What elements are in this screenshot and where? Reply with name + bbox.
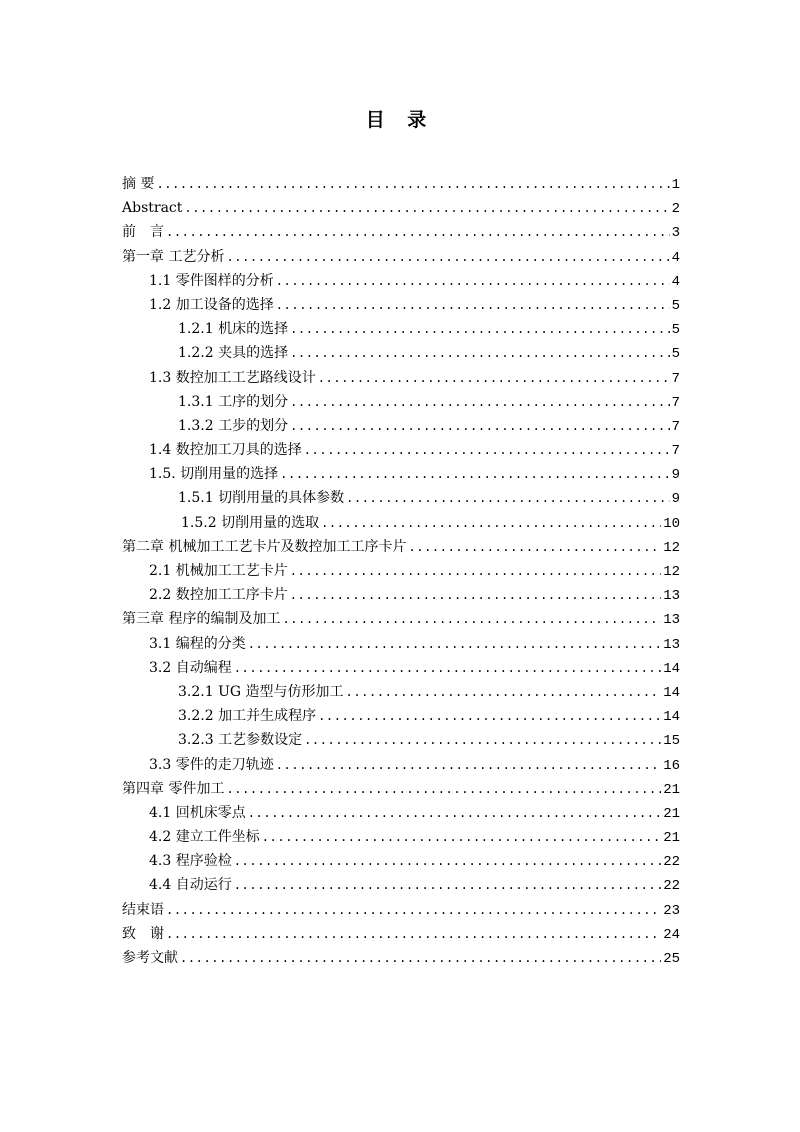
toc-entry[interactable] <box>122 220 680 244</box>
dot-leader <box>248 632 661 656</box>
toc-entry-label: 第一章 工艺分析 <box>122 248 225 265</box>
dot-leader <box>304 728 661 752</box>
dot-leader <box>346 486 670 510</box>
toc-entry-page: 7 <box>671 370 680 387</box>
toc-entry-label: 2.2 数控加工工序卡片 <box>149 587 288 604</box>
toc-entry-page: 1 <box>671 177 680 193</box>
toc-entry[interactable] <box>122 486 680 510</box>
toc-entry-label: Abstract <box>122 200 183 217</box>
toc-entry-label: 3.2.3 工艺参数设定 <box>178 732 303 749</box>
toc-entry-page: 14 <box>663 684 680 701</box>
toc-entry[interactable] <box>122 293 680 317</box>
toc-entry-page: 23 <box>663 902 680 919</box>
toc-entry-page: 3 <box>671 225 680 242</box>
toc-entry-page: 12 <box>663 564 680 580</box>
toc-entry-label: 1.1 零件图样的分析 <box>149 272 274 289</box>
toc-entry-page: 14 <box>663 660 680 677</box>
dot-leader <box>276 293 670 317</box>
toc-entry-label: 1.3 数控加工工艺路线设计 <box>149 369 316 386</box>
toc-entry-label: 3.2.2 加工并生成程序 <box>178 708 317 725</box>
dot-leader <box>166 922 661 946</box>
dot-leader <box>318 704 661 728</box>
toc-entry[interactable] <box>122 583 680 607</box>
toc-entry-label: 3.2 自动编程 <box>149 659 232 676</box>
dot-leader <box>290 390 670 414</box>
toc-entry-page: 25 <box>663 951 680 967</box>
toc-entry-page: 10 <box>663 515 680 532</box>
toc-entry-page: 24 <box>663 926 680 943</box>
dot-leader <box>234 849 661 873</box>
toc-entry-label: 3.2.1 UG 造型与仿形加工 <box>178 683 344 700</box>
dot-leader <box>156 172 669 196</box>
toc-entry-page: 9 <box>671 467 680 484</box>
toc-entry[interactable] <box>122 753 680 777</box>
toc-entry[interactable] <box>122 438 680 462</box>
table-of-contents <box>122 172 680 970</box>
toc-entry-page: 21 <box>663 805 680 822</box>
toc-entry-page: 4 <box>671 273 680 290</box>
toc-entry-page: 4 <box>671 249 680 266</box>
toc-entry-label: 1.5. 切削用量的选择 <box>149 466 279 483</box>
toc-entry-label: 1.3.1 工序的划分 <box>178 393 289 410</box>
toc-entry-page: 22 <box>663 854 680 871</box>
toc-entry-page: 7 <box>671 443 680 460</box>
dot-leader <box>318 366 670 390</box>
toc-entry[interactable] <box>122 414 680 438</box>
toc-entry[interactable] <box>122 801 680 825</box>
toc-entry-page: 12 <box>663 539 680 556</box>
toc-entry[interactable] <box>122 245 680 269</box>
dot-leader <box>180 946 661 970</box>
toc-entry-label: 1.5.2 切削用量的选取 <box>181 514 320 531</box>
toc-entry-page: 21 <box>663 781 680 798</box>
toc-entry[interactable] <box>122 632 680 656</box>
toc-entry-page: 9 <box>671 491 680 508</box>
toc-entry-label: 4.1 回机床零点 <box>149 804 246 821</box>
dot-leader <box>280 462 669 486</box>
dot-leader <box>408 535 661 559</box>
toc-entry-page: 5 <box>671 297 680 314</box>
dot-leader <box>248 801 661 825</box>
toc-entry[interactable] <box>122 462 680 486</box>
toc-entry-label: 参考文献 <box>122 950 178 966</box>
dot-leader <box>282 607 661 631</box>
toc-entry-page: 13 <box>663 612 680 629</box>
toc-entry-label: 1.4 数控加工刀具的选择 <box>149 442 302 459</box>
toc-entry[interactable] <box>122 317 680 341</box>
dot-leader <box>290 317 670 341</box>
toc-entry[interactable] <box>122 196 680 220</box>
toc-entry-page: 22 <box>663 878 680 895</box>
toc-entry[interactable] <box>122 390 680 414</box>
toc-entry-label: 1.2.2 夹具的选择 <box>178 345 289 362</box>
dot-leader <box>166 220 670 244</box>
toc-entry-page: 5 <box>671 346 680 363</box>
toc-entry-label: 1.2.1 机床的选择 <box>178 321 289 338</box>
toc-entry-page: 14 <box>663 709 680 726</box>
dot-leader <box>346 680 662 704</box>
dot-leader <box>290 559 661 583</box>
toc-entry-label: 3.1 编程的分类 <box>149 635 246 652</box>
dot-leader <box>262 825 661 849</box>
dot-leader <box>234 656 661 680</box>
toc-entry[interactable] <box>122 873 680 897</box>
toc-entry-label: 4.4 自动运行 <box>149 877 232 894</box>
toc-entry-page: 5 <box>671 322 680 339</box>
toc-entry[interactable] <box>122 269 680 293</box>
toc-entry[interactable] <box>122 704 680 728</box>
toc-entry[interactable] <box>122 922 680 946</box>
toc-entry[interactable] <box>122 946 680 970</box>
toc-entry[interactable] <box>122 777 680 801</box>
toc-entry-label: 4.3 程序验检 <box>149 853 232 870</box>
dot-leader <box>276 753 661 777</box>
toc-entry[interactable] <box>122 559 680 583</box>
toc-entry[interactable] <box>122 825 680 849</box>
toc-entry-label: 摘 要 <box>122 176 155 192</box>
toc-entry-page: 13 <box>663 636 680 653</box>
dot-leader <box>226 245 669 269</box>
toc-entry-page: 7 <box>671 418 680 435</box>
toc-entry-label: 第四章 零件加工 <box>122 780 225 797</box>
toc-entry-label: 致 谢 <box>122 925 164 942</box>
toc-entry-label: 4.2 建立工件坐标 <box>149 829 260 846</box>
dot-leader <box>234 873 661 897</box>
toc-entry-label: 1.3.2 工步的划分 <box>178 417 289 434</box>
toc-entry-page: 2 <box>671 201 680 218</box>
toc-entry-label: 结束语 <box>122 901 164 918</box>
toc-entry-label: 2.1 机械加工工艺卡片 <box>149 563 288 579</box>
toc-entry-label: 1.5.1 切削用量的具体参数 <box>178 490 345 507</box>
toc-entry-label: 第二章 机械加工工艺卡片及数控加工工序卡片 <box>122 538 407 555</box>
toc-entry-label: 第三章 程序的编制及加工 <box>122 611 281 628</box>
toc-entry-label: 1.2 加工设备的选择 <box>149 296 274 313</box>
toc-entry[interactable] <box>122 172 680 196</box>
dot-leader <box>321 511 661 535</box>
toc-entry-page: 7 <box>671 394 680 411</box>
dot-leader <box>166 898 661 922</box>
dot-leader <box>304 438 670 462</box>
toc-entry[interactable] <box>122 849 680 873</box>
toc-entry[interactable] <box>122 535 680 559</box>
toc-entry[interactable] <box>122 607 680 631</box>
dot-leader <box>290 414 670 438</box>
toc-entry-page: 13 <box>663 588 680 605</box>
toc-entry-label: 前 言 <box>122 224 164 241</box>
toc-entry-page: 15 <box>663 733 680 750</box>
toc-title: 目 录 <box>365 109 435 131</box>
toc-entry[interactable] <box>122 341 680 365</box>
toc-entry[interactable] <box>122 728 680 752</box>
toc-entry[interactable] <box>122 366 680 390</box>
toc-entry[interactable] <box>122 656 680 680</box>
toc-entry[interactable] <box>122 511 680 535</box>
toc-entry-page: 16 <box>663 757 680 774</box>
dot-leader <box>290 583 661 607</box>
toc-entry[interactable] <box>122 898 680 922</box>
toc-entry-label: 3.3 零件的走刀轨迹 <box>149 756 274 773</box>
dot-leader <box>184 196 669 220</box>
dot-leader <box>276 269 670 293</box>
toc-entry[interactable] <box>122 680 680 704</box>
dot-leader <box>226 777 661 801</box>
dot-leader <box>290 341 670 365</box>
toc-entry-page: 21 <box>663 830 680 847</box>
